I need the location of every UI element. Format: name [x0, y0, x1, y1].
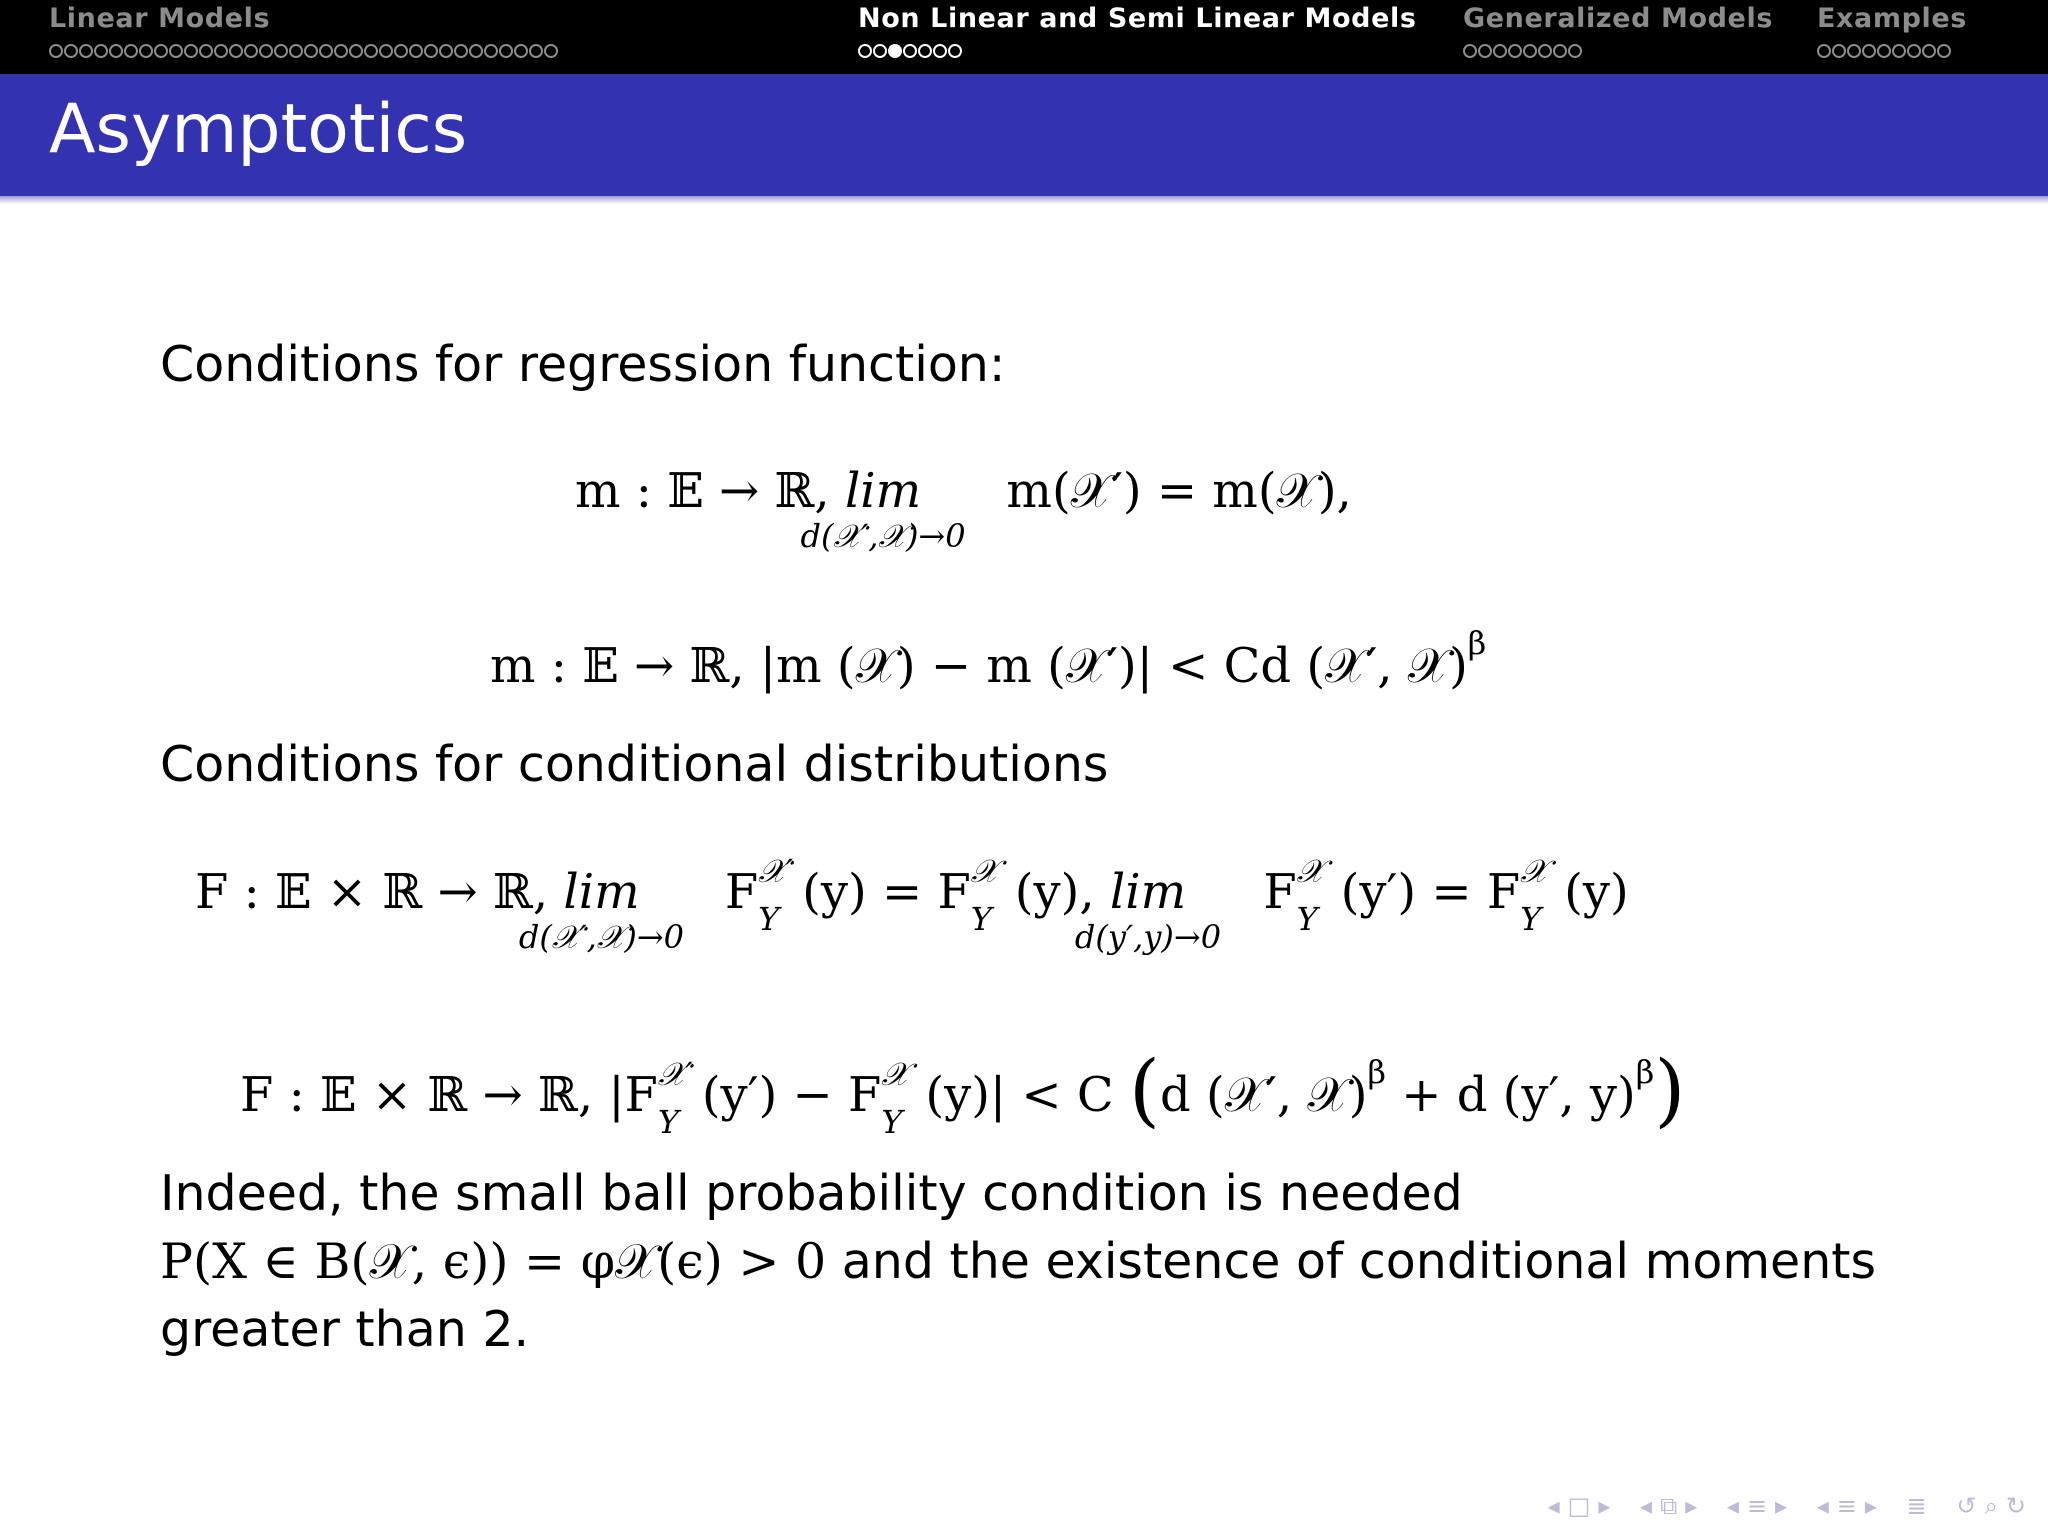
frame-dot[interactable]	[1523, 44, 1537, 58]
eq3-term4-sub: Y	[1520, 900, 1542, 938]
frame-dot[interactable]	[259, 44, 273, 58]
frame-dot[interactable]	[169, 44, 183, 58]
eq2-main: m : 𝔼 → ℝ, |m (𝒳) − m (𝒳′)| < Cd (𝒳′, 𝒳)	[490, 638, 1468, 694]
prev-subsection-arrow-icon[interactable]: ◂	[1640, 1492, 1653, 1520]
frame-dot[interactable]	[1538, 44, 1552, 58]
eq3-term3-sup: 𝒳	[1296, 852, 1325, 890]
frame-dot[interactable]	[424, 44, 438, 58]
frame-dot[interactable]	[1493, 44, 1507, 58]
nav-section-title[interactable]: Generalized Models	[1463, 3, 1773, 34]
eq4-inner2: + d (y′, y)	[1385, 1067, 1636, 1123]
nav-section-title[interactable]: Linear Models	[49, 3, 271, 34]
eq1-lim-subscript: d(𝒳′,𝒳)→0	[800, 517, 966, 555]
frame-dot[interactable]	[1847, 44, 1861, 58]
eq4-a-sub: Y	[657, 1103, 679, 1141]
eq3-limit-2	[1074, 864, 1222, 956]
next-section-arrow-icon[interactable]: ▸	[1775, 1492, 1788, 1520]
subsection-icon[interactable]: ⧉	[1660, 1492, 1678, 1520]
nav-section-title[interactable]: Non Linear and Semi Linear Models	[858, 3, 1417, 34]
eq3-term3-F: F	[1263, 864, 1297, 920]
frame-dot[interactable]	[274, 44, 288, 58]
nav-section-title[interactable]: Examples	[1817, 3, 1967, 34]
eq4-a-indices	[657, 1055, 702, 1141]
eq4-close-paren: )	[1654, 1043, 1686, 1136]
heading-regression-conditions: Conditions for regression function:	[160, 336, 1006, 393]
back-icon[interactable]: ↺	[1956, 1492, 1977, 1520]
eq3-term1-indices	[758, 852, 802, 938]
frame-dot[interactable]	[1463, 44, 1477, 58]
forward-icon[interactable]: ↻	[2005, 1492, 2026, 1520]
eq3-term3-sub: Y	[1296, 900, 1318, 938]
navigation-symbols	[1540, 1492, 2026, 1522]
nav-section-dots	[1463, 44, 1583, 62]
frame-dot[interactable]	[1907, 44, 1921, 58]
frame-dot[interactable]	[139, 44, 153, 58]
frame-dot[interactable]	[334, 44, 348, 58]
eq1-limit	[800, 463, 966, 555]
frame-dot[interactable]	[364, 44, 378, 58]
eq3-term3-indices	[1296, 852, 1341, 938]
eq4-open-paren: (	[1128, 1043, 1161, 1136]
eq4-b-sub: Y	[881, 1103, 903, 1141]
eq4-b-arg: (y)| < C	[925, 1067, 1114, 1123]
eq3-term1-arg: (y) = F	[802, 864, 971, 920]
small-ball-paragraph	[160, 1160, 1876, 1364]
eq3-term2-arg: (y),	[1014, 864, 1095, 920]
frame-dot[interactable]	[933, 44, 947, 58]
frame-dot[interactable]	[304, 44, 318, 58]
eq3-term4-sup: 𝒳	[1520, 852, 1548, 890]
frame-dot[interactable]	[454, 44, 468, 58]
prev-part-arrow-icon[interactable]: ◂	[1816, 1492, 1829, 1520]
frame-title: Asymptotics	[49, 90, 468, 169]
eq4-exp1: β	[1367, 1053, 1386, 1091]
equation-continuity-F	[195, 852, 1629, 956]
frame-dot[interactable]	[544, 44, 558, 58]
frame-dot[interactable]	[1478, 44, 1492, 58]
nav-section-dots	[49, 44, 559, 62]
eq3-term2-indices	[970, 852, 1015, 938]
frame-dot[interactable]	[918, 44, 932, 58]
frame-dot[interactable]	[289, 44, 303, 58]
frame-dot[interactable]	[1508, 44, 1522, 58]
section-icon[interactable]: ≡	[1746, 1492, 1768, 1520]
frame-dot[interactable]	[199, 44, 213, 58]
frame-dot[interactable]	[948, 44, 962, 58]
eq4-a-sup: 𝒳′	[657, 1055, 693, 1093]
frame-dot[interactable]	[1862, 44, 1876, 58]
section-navigation-bar	[0, 0, 2048, 74]
equation-continuity-m	[575, 463, 1352, 555]
frame-dot[interactable]	[394, 44, 408, 58]
eq3-term1-F: F	[724, 864, 759, 920]
title-shadow	[0, 196, 2048, 204]
paragraph-line-1: Indeed, the small ball probability condition is needed	[160, 1165, 1463, 1222]
eq3-lim-2-subscript: d(y′,y)→0	[1074, 918, 1222, 956]
search-icon[interactable]: ⌕	[1984, 1492, 1998, 1520]
frame-dot[interactable]	[349, 44, 363, 58]
frame-dot[interactable]	[1937, 44, 1951, 58]
frame-dot[interactable]	[1892, 44, 1906, 58]
eq1-lim: lim	[844, 463, 922, 519]
frame-dot[interactable]	[409, 44, 423, 58]
equation-holder-F	[240, 1040, 1686, 1141]
frame-dot[interactable]	[154, 44, 168, 58]
next-frame-arrow-icon[interactable]: ▸	[1598, 1492, 1611, 1520]
part-icon[interactable]: ≡	[1836, 1492, 1857, 1520]
frame-dot[interactable]	[184, 44, 198, 58]
eq3-term1-sub: Y	[758, 900, 780, 938]
eq3-term2-sub: Y	[970, 900, 992, 938]
next-part-arrow-icon[interactable]: ▸	[1864, 1492, 1877, 1520]
document-icon[interactable]: ≣	[1906, 1492, 1927, 1520]
frame-dot[interactable]	[64, 44, 78, 58]
prev-section-arrow-icon[interactable]: ◂	[1726, 1492, 1739, 1520]
next-subsection-arrow-icon[interactable]: ▸	[1685, 1492, 1698, 1520]
frame-dot[interactable]	[439, 44, 453, 58]
frame-dot[interactable]	[469, 44, 483, 58]
eq1-lhs: m : 𝔼 → ℝ,	[575, 463, 830, 519]
frame-dot[interactable]	[49, 44, 63, 58]
eq3-lim-2: lim	[1109, 864, 1187, 920]
frame-dot[interactable]	[79, 44, 93, 58]
eq3-term4-arg: (y)	[1564, 864, 1629, 920]
eq4-b-indices	[881, 1055, 925, 1141]
frame-dot[interactable]	[529, 44, 543, 58]
small-ball-formula: P(X ∈ B(𝒳, ϵ)) = φ𝒳(ϵ) > 0	[160, 1233, 827, 1290]
frame-dot[interactable]	[1832, 44, 1846, 58]
nav-section-dots	[1817, 44, 1952, 62]
frame-dot[interactable]	[1553, 44, 1567, 58]
equation-holder-m	[490, 624, 1487, 694]
eq3-term1-sup: 𝒳′	[758, 852, 793, 890]
frame-dot[interactable]	[1877, 44, 1891, 58]
eq3-term3-arg: (y′) = F	[1340, 864, 1521, 920]
paragraph-line-2-text: and the existence of conditional moments	[826, 1233, 1876, 1290]
frame-dot[interactable]	[244, 44, 258, 58]
frame-icon[interactable]: □	[1567, 1492, 1591, 1520]
eq3-lim-1-subscript: d(𝒳′,𝒳)→0	[518, 918, 685, 956]
frame-dot[interactable]	[499, 44, 513, 58]
eq3-lim-1: lim	[563, 864, 640, 920]
paragraph-line-3: greater than 2.	[160, 1301, 530, 1358]
eq4-lhs: F : 𝔼 × ℝ → ℝ, |F	[240, 1067, 658, 1123]
paragraph-line-2	[160, 1228, 1876, 1296]
nav-section-dots	[858, 44, 963, 62]
frame-dot[interactable]	[124, 44, 138, 58]
frame-dot[interactable]	[319, 44, 333, 58]
eq2-exponent: β	[1467, 624, 1487, 662]
frame-dot[interactable]	[1568, 44, 1582, 58]
eq3-term4-indices	[1520, 852, 1564, 938]
frame-dot[interactable]	[903, 44, 917, 58]
eq4-b-sup: 𝒳	[881, 1055, 909, 1093]
frame-dot[interactable]	[379, 44, 393, 58]
eq4-inner1: d (𝒳′, 𝒳)	[1160, 1067, 1368, 1123]
frame-dot[interactable]	[888, 44, 902, 58]
frame-dot[interactable]	[94, 44, 108, 58]
frame-dot[interactable]	[214, 44, 228, 58]
eq3-limit-1	[518, 864, 685, 956]
frame-dot[interactable]	[1817, 44, 1831, 58]
eq4-exp2: β	[1635, 1053, 1655, 1091]
eq3-lhs: F : 𝔼 × ℝ → ℝ,	[195, 864, 549, 920]
frame-title-bar	[0, 74, 2048, 196]
frame-dot[interactable]	[229, 44, 243, 58]
frame-dot[interactable]	[484, 44, 498, 58]
eq4-a-arg: (y′) − F	[701, 1067, 882, 1123]
eq3-term2-sup: 𝒳	[970, 852, 999, 890]
frame-dot[interactable]	[1922, 44, 1936, 58]
eq1-rhs: m(𝒳′) = m(𝒳),	[1006, 463, 1352, 519]
frame-dot[interactable]	[858, 44, 872, 58]
heading-distribution-conditions: Conditions for conditional distributions	[160, 736, 1109, 793]
prev-frame-arrow-icon[interactable]: ◂	[1547, 1492, 1560, 1520]
frame-dot[interactable]	[873, 44, 887, 58]
frame-dot[interactable]	[109, 44, 123, 58]
frame-dot[interactable]	[514, 44, 528, 58]
